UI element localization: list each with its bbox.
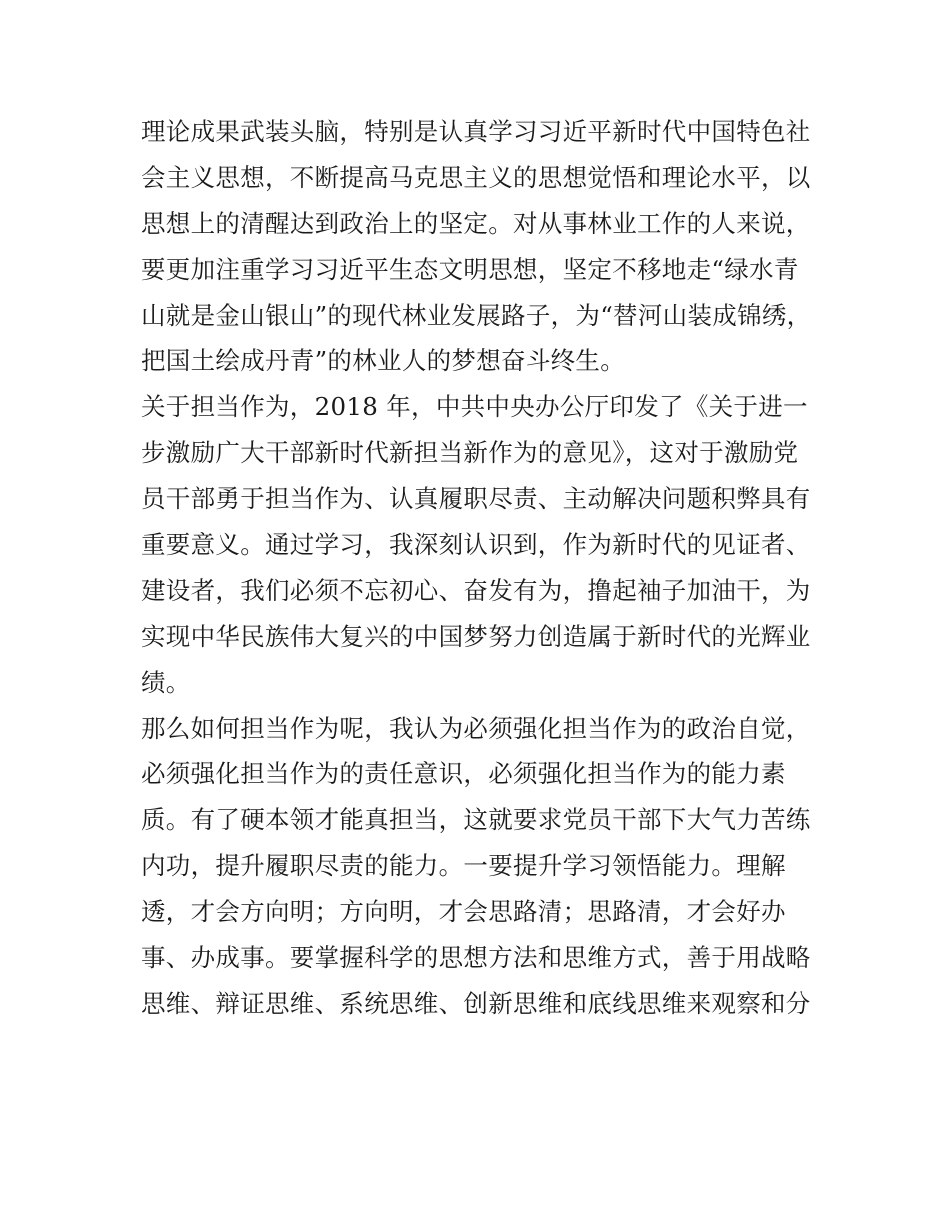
text-line: 实现中华民族伟大复兴的中国梦努力创造属于新时代的光辉业 — [141, 621, 811, 651]
text-line: 理论成果武装头脑，特别是认真学习习近平新时代中国特色社 — [141, 117, 811, 146]
text-line: 必须强化担当作为的责任意识，必须强化担当作为的能力素 — [141, 759, 786, 789]
text-line: 质。有了硬本领才能真担当，这就要求党员干部下大气力苦练 — [141, 805, 811, 835]
text-line: 透，才会方向明；方向明，才会思路清；思路清，才会好办 — [141, 897, 786, 927]
text-line: 绩。 — [141, 667, 191, 697]
text-line: 会主义思想，不断提高马克思主义的思想觉悟和理论水平，以 — [141, 162, 811, 192]
paragraph-start-line: 关于担当作为，2018 年，中共中央办公厅印发了《关于进一 — [141, 392, 808, 422]
text-line: 思维、辩证思维、系统思维、创新思维和底线思维来观察和分 — [141, 988, 811, 1018]
text-line: 员干部勇于担当作为、认真履职尽责、主动解决问题积弊具有 — [141, 484, 811, 514]
paragraph-start-line: 那么如何担当作为呢，我认为必须强化担当作为的政治自觉， — [141, 713, 811, 743]
text-line: 把国土绘成丹青”的林业人的梦想奋斗终生。 — [141, 346, 626, 376]
text-line: 山就是金山银山”的现代林业发展路子，为“替河山装成锦绣， — [141, 300, 812, 330]
text-line: 思想上的清醒达到政治上的坚定。对从事林业工作的人来说， — [141, 208, 811, 238]
text-line: 建设者，我们必须不忘初心、奋发有为，撸起袖子加油干，为 — [141, 575, 811, 605]
body-text — [141, 109, 821, 1027]
text-line: 内功，提升履职尽责的能力。一要提升学习领悟能力。理解 — [141, 851, 786, 881]
text-line: 事、办成事。要掌握科学的思想方法和思维方式，善于用战略 — [141, 943, 811, 973]
text-line: 步激励广大干部新时代新担当新作为的意见》，这对于激励党 — [141, 438, 799, 468]
text-line: 要更加注重学习习近平生态文明思想，坚定不移地走“绿水青 — [141, 254, 799, 284]
text-line: 重要意义。通过学习，我深刻认识到，作为新时代的见证者、 — [141, 530, 811, 560]
